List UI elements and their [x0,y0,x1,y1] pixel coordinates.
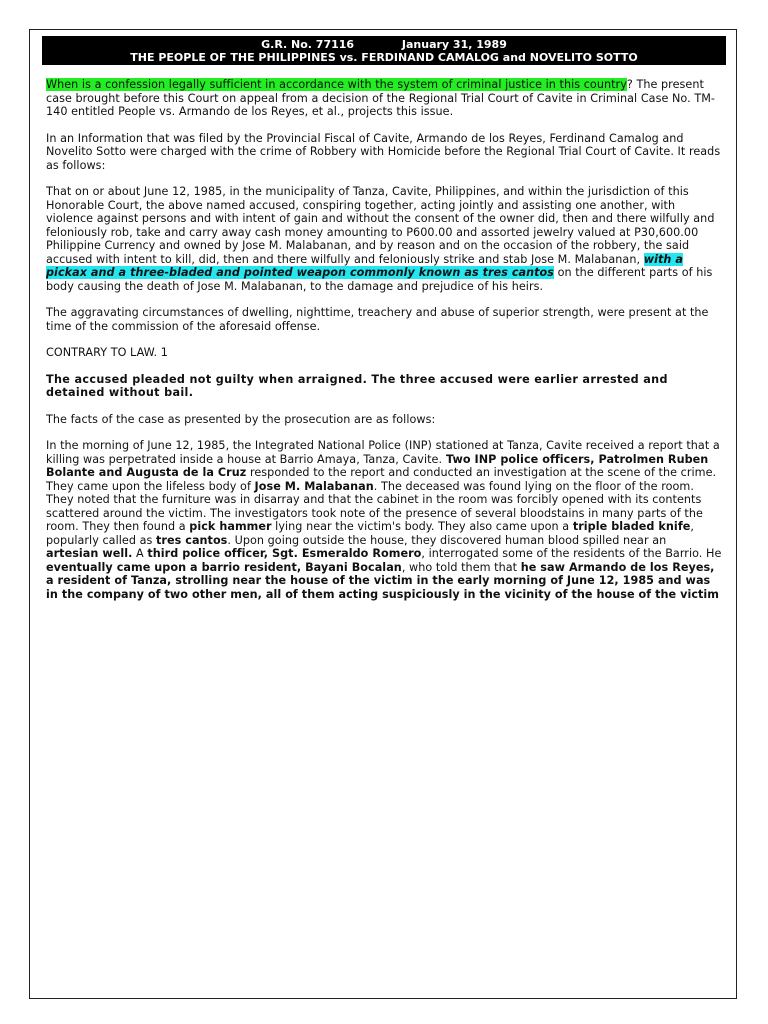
paragraph-information: In an Information that was filed by the Provincial Fiscal of Cavite, Armando de los Reyes, Ferdinand Camalog and Novelito Sotto were charged with the crime of Robbery with Homicide before the Regional Trial Court of Cavite. It reads as follows: [46,131,721,172]
case-header [42,36,726,65]
facts-text: responded to the report and conducted an investigation at the scene of the crime. They came upon the lifeless body of [46,466,717,493]
quote-text-1: That on or about June 12, 1985, in the municipality of Tanza, Cavite, Philippines, and within the jurisdiction of this Honorable Court, the above named accused, conspiring together, acting jointly and assisting one another, with violence against persons and with intent of gain and without the consent of the owner did, then and there wilfully and feloniously rob, take and carry away cash money amounting to P600.00 and assorted jewelry valued at P30,600.00 Philippine Currency and owned by Jose M. Malabanan, and by reason and on the occasion of the robbery, the said accused with intent to kill, did, then and there wilfully and feloniously strike and stab Jose M. Malabanan, [46,185,715,266]
facts-bold: tres cantos [156,533,228,547]
facts-text: . The deceased was found lying on the floor of the room. They noted that the furniture was in disarray and that the cabinet in the room was forcibly opened with its contents scattered around the victim. The investigators took note of the presence of several bloodstains in many parts of the room. They then found a [46,479,703,533]
decision-date: January 31, 1989 [401,38,507,51]
paragraph-information-quote [46,185,722,293]
facts-text: lying near the victim's body. They also came upon a [271,520,573,533]
facts-bold: triple bladed knife [572,520,691,533]
plea-text: The accused pleaded not guilty when arraigned. The three accused were earlier arrested and detained without bail. [46,372,668,399]
case-title: THE PEOPLE OF THE PHILIPPINES vs. FERDINAND CAMALOG and NOVELITO SOTTO [130,51,638,64]
facts-text: In the morning of June 12, 1985, the Integrated National Police (INP) stationed at Tanza, Cavite received a report that a killing was perpetrated inside a house at Barrio Amaya, Tanza, Cavite. [46,439,720,466]
case-header-line1 [42,38,726,51]
facts-text: . Upon going outside the house, they discovered human blood spilled near an [227,533,667,547]
paragraph-plea [46,373,722,400]
facts-bold: Two INP police officers, Patrolmen Ruben Bolante and Augusta de la Cruz [46,452,709,479]
quote-text-2: on the different parts of his body causing the death of Jose M. Malabanan, to the damage and prejudice of his heirs. [46,266,713,293]
document-body [46,78,722,614]
facts-text: , who told them that [401,560,521,574]
facts-bold: he saw Armando de los Reyes, a resident of Tanza, strolling near the house of the victim in the early morning of June 12, 1985 and was in the company of two other men, all of them acting suspiciously in the vicinity of the house of the victim [46,560,720,601]
facts-bold: eventually came upon a barrio resident, Bayani Bocalan [46,560,402,574]
paragraph-intro [46,78,722,119]
facts-bold: third police officer, Sgt. Esmeraldo Romero [147,547,422,560]
facts-bold: Jose M. Malabanan [254,479,374,493]
facts-bold: artesian well. [46,547,133,560]
facts-text: , popularly called as [46,520,694,547]
highlighted-weapon: with a pickax and a three-bladed and pointed weapon commonly known as tres cantos [46,252,683,279]
paragraph-facts-intro: The facts of the case as presented by the prosecution are as follows: [46,412,436,426]
facts-bold: pick hammer [189,520,272,533]
paragraph-contrary: CONTRARY TO LAW. 1 [46,346,168,359]
paragraph-facts [46,439,722,601]
paragraph-aggravating: The aggravating circumstances of dwelling, nighttime, treachery and abuse of superior strength, were present at the time of the commission of the aforesaid offense. [46,306,709,333]
gr-number: G.R. No. 77116 [261,38,355,51]
facts-text: , interrogated some of the residents of the Barrio. He [421,547,722,560]
intro-text: ? The present case brought before this Court on appeal from a decision of the Regional Trial Court of Cavite in Criminal Case No. TM-140 entitled People vs. Armando de los Reyes, et al., projects this issue. [46,78,716,118]
highlighted-question: When is a confession legally sufficient in accordance with the system of criminal justice in this country [46,78,627,91]
facts-text: A [132,547,148,560]
